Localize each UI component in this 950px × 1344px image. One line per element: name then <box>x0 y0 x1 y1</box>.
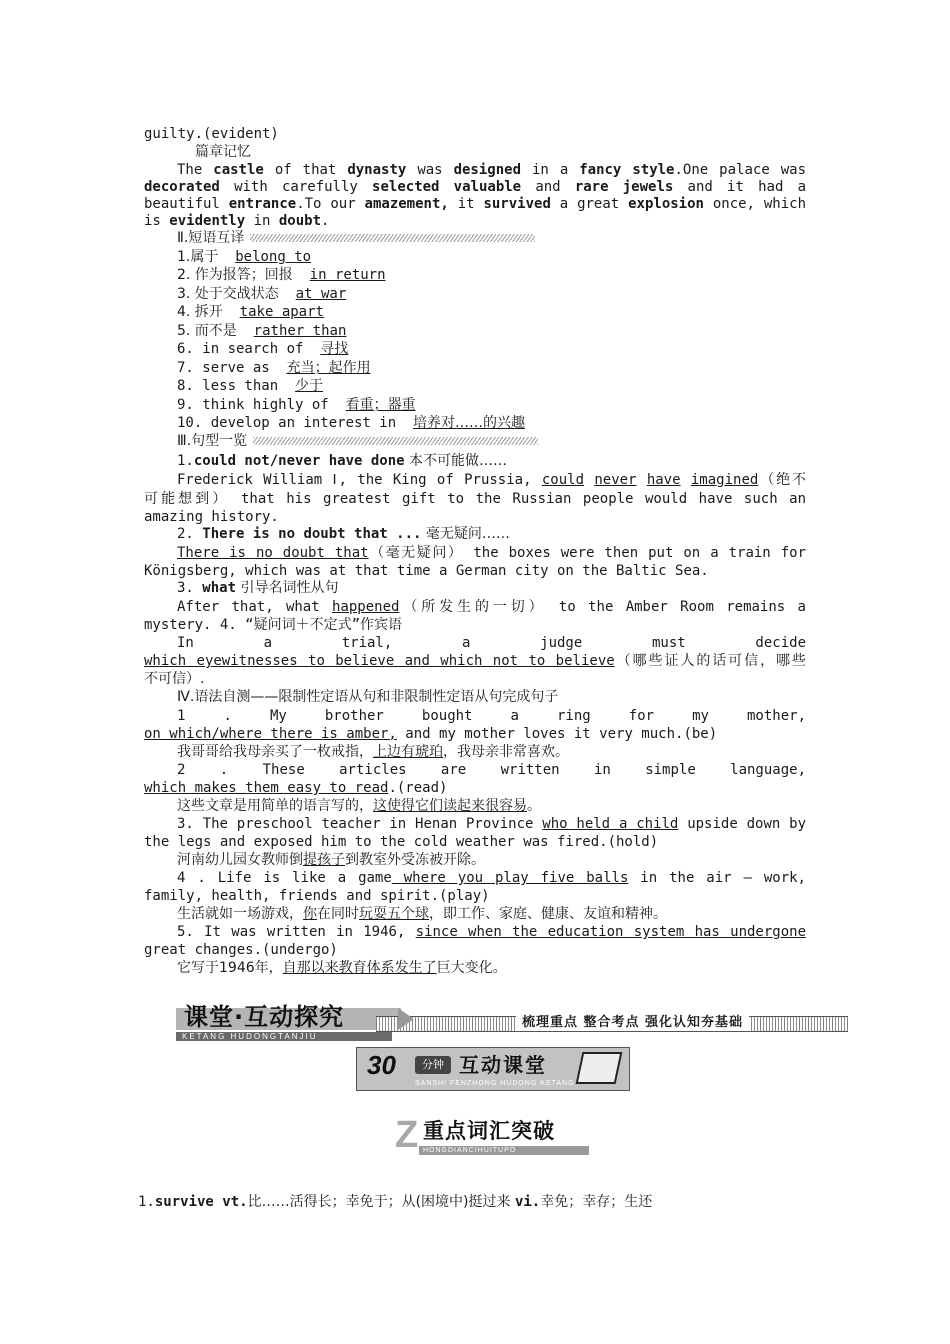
exercise-line: 3. The preschool teacher in Henan Province who held a child upside down by <box>177 816 807 832</box>
section-banner-30min <box>356 1047 630 1091</box>
exercise-line: on which/where there is amber, and my mother loves it very much.(be) <box>144 726 718 742</box>
paragraph-line: decorated with carefully selected valuable and rare jewels and it had a <box>144 179 807 195</box>
exercise-line: 1 . My brother bought a ring for my mother, <box>177 708 806 724</box>
example-line: After that, what happened（所发生的一切） to the Amber Room remains a <box>177 599 806 615</box>
phrase-item: 2. 作为报答；回报 in return <box>177 267 386 283</box>
section-heading-3: Ⅲ.句型一览 <box>177 432 806 450</box>
exercise-line: 2 . These articles are written in simple language, <box>177 762 806 778</box>
sentence-pattern-heading: 3. what 引导名词性从句 <box>177 580 339 596</box>
hatch-rule <box>253 437 538 445</box>
banner-pinyin: HONGDIANCIHUITUPO <box>419 1146 589 1155</box>
phrase-item: 3. 处于交战状态 at war <box>177 286 347 302</box>
exercise-translation: 生活就如一场游戏，你在同时玩耍五个球，即工作、家庭、健康、友谊和精神。 <box>177 906 667 922</box>
example-line: mystery. 4. “疑问词＋不定式”作宾语 <box>144 617 403 633</box>
exercise-line: the legs and exposed him to the cold weather was fired.(hold) <box>144 834 659 850</box>
exercise-translation: 河南幼儿园女教师倒提孩子到教室外受冻被开除。 <box>177 852 485 868</box>
banner-title: 课堂·互动探究 <box>184 1003 345 1031</box>
paragraph-line: is evidently in doubt. <box>144 213 330 229</box>
section-banner-vocabulary <box>395 1115 587 1157</box>
section-heading-4: Ⅳ.语法自测——限制性定语从句和非限制性定语从句完成句子 <box>177 689 559 705</box>
example-line: amazing history. <box>144 509 279 525</box>
phrase-item: 5. 而不是 rather than <box>177 323 347 339</box>
paragraph-line: The castle of that dynasty was designed in a fancy style.One palace was <box>177 162 806 178</box>
example-line: There is no doubt that（毫无疑问） the boxes were then put on a train for <box>177 545 806 561</box>
text-line: guilty.(evident) <box>144 126 279 142</box>
exercise-translation: 这些文章是用简单的语言写的，这使得它们读起来很容易。 <box>177 798 541 814</box>
exercise-translation: 我哥哥给我母亲买了一枚戒指，上边有琥珀，我母亲非常喜欢。 <box>177 744 569 760</box>
example-line: 不可信）. <box>144 671 205 687</box>
phrase-item: 10. develop an interest in 培养对……的兴趣 <box>177 415 526 431</box>
example-line: Königsberg, which was at that time a German city on the Baltic Sea. <box>144 563 709 579</box>
exercise-line: family, health, friends and spirit.(play) <box>144 888 490 904</box>
phrase-item: 7. serve as 充当；起作用 <box>177 360 371 376</box>
vocab-entry: 1.survive vt.比……活得长；幸免于；从(困境中)挺过来 vi.幸免；幸存；生还 <box>138 1194 653 1210</box>
banner-letter: Z <box>395 1114 419 1156</box>
exercise-line: 5. It was written in 1946, since when the education system has undergone <box>177 924 806 940</box>
banner-slogan: 梳理重点 整合考点 强化认知夯基础 <box>516 1015 749 1031</box>
phrase-item: 8. less than 少于 <box>177 378 324 394</box>
badge-icon <box>576 1052 623 1084</box>
phrase-item: 9. think highly of 看重；器重 <box>177 397 416 413</box>
banner-unit: 分钟 <box>415 1056 451 1074</box>
exercise-line: 4 . Life is like a game where you play five balls in the air — work, <box>177 870 806 886</box>
example-line: 可能想到） that his greatest gift to the Russian people would have such an <box>144 491 806 507</box>
exercise-translation: 它写于1946年，自那以来教育体系发生了巨大变化。 <box>177 960 507 976</box>
sentence-pattern-heading: 1.could not/never have done 本不可能做…… <box>177 453 508 469</box>
example-line: Frederick William Ⅰ, the King of Prussia, could never have imagined（绝不 <box>177 472 806 488</box>
paragraph-line: beautiful entrance.To our amazement, it survived a great explosion once, which <box>144 196 807 212</box>
exercise-line: great changes.(undergo) <box>144 942 338 958</box>
banner-number: 30 <box>367 1050 396 1080</box>
hatch-rule <box>250 234 535 242</box>
example-line: In a trial, a judge must decide <box>177 635 806 651</box>
banner-pinyin: KETANG HUDONGTANJIU <box>176 1032 392 1041</box>
section-banner-classroom <box>176 1002 848 1042</box>
phrase-item: 4. 拆开 take apart <box>177 304 324 320</box>
banner-pinyin: SANSHI FENZHONG HUDONG KETANG <box>415 1080 575 1087</box>
exercise-line: which makes them easy to read.(read) <box>144 780 448 796</box>
sentence-pattern-heading: 2. There is no doubt that ... 毫无疑问…… <box>177 526 510 542</box>
section-heading-2: Ⅱ.短语互译 <box>177 229 806 247</box>
phrase-item: 1.属于 belong to <box>177 249 312 265</box>
phrase-item: 6. in search of 寻找 <box>177 341 349 357</box>
section-subheading: 篇章记忆 <box>195 144 251 160</box>
example-line: which eyewitnesses to believe and which not to believe（哪些证人的话可信，哪些 <box>144 653 807 669</box>
banner-title: 重点词汇突破 <box>423 1119 555 1143</box>
banner-title: 互动课堂 <box>459 1053 547 1077</box>
